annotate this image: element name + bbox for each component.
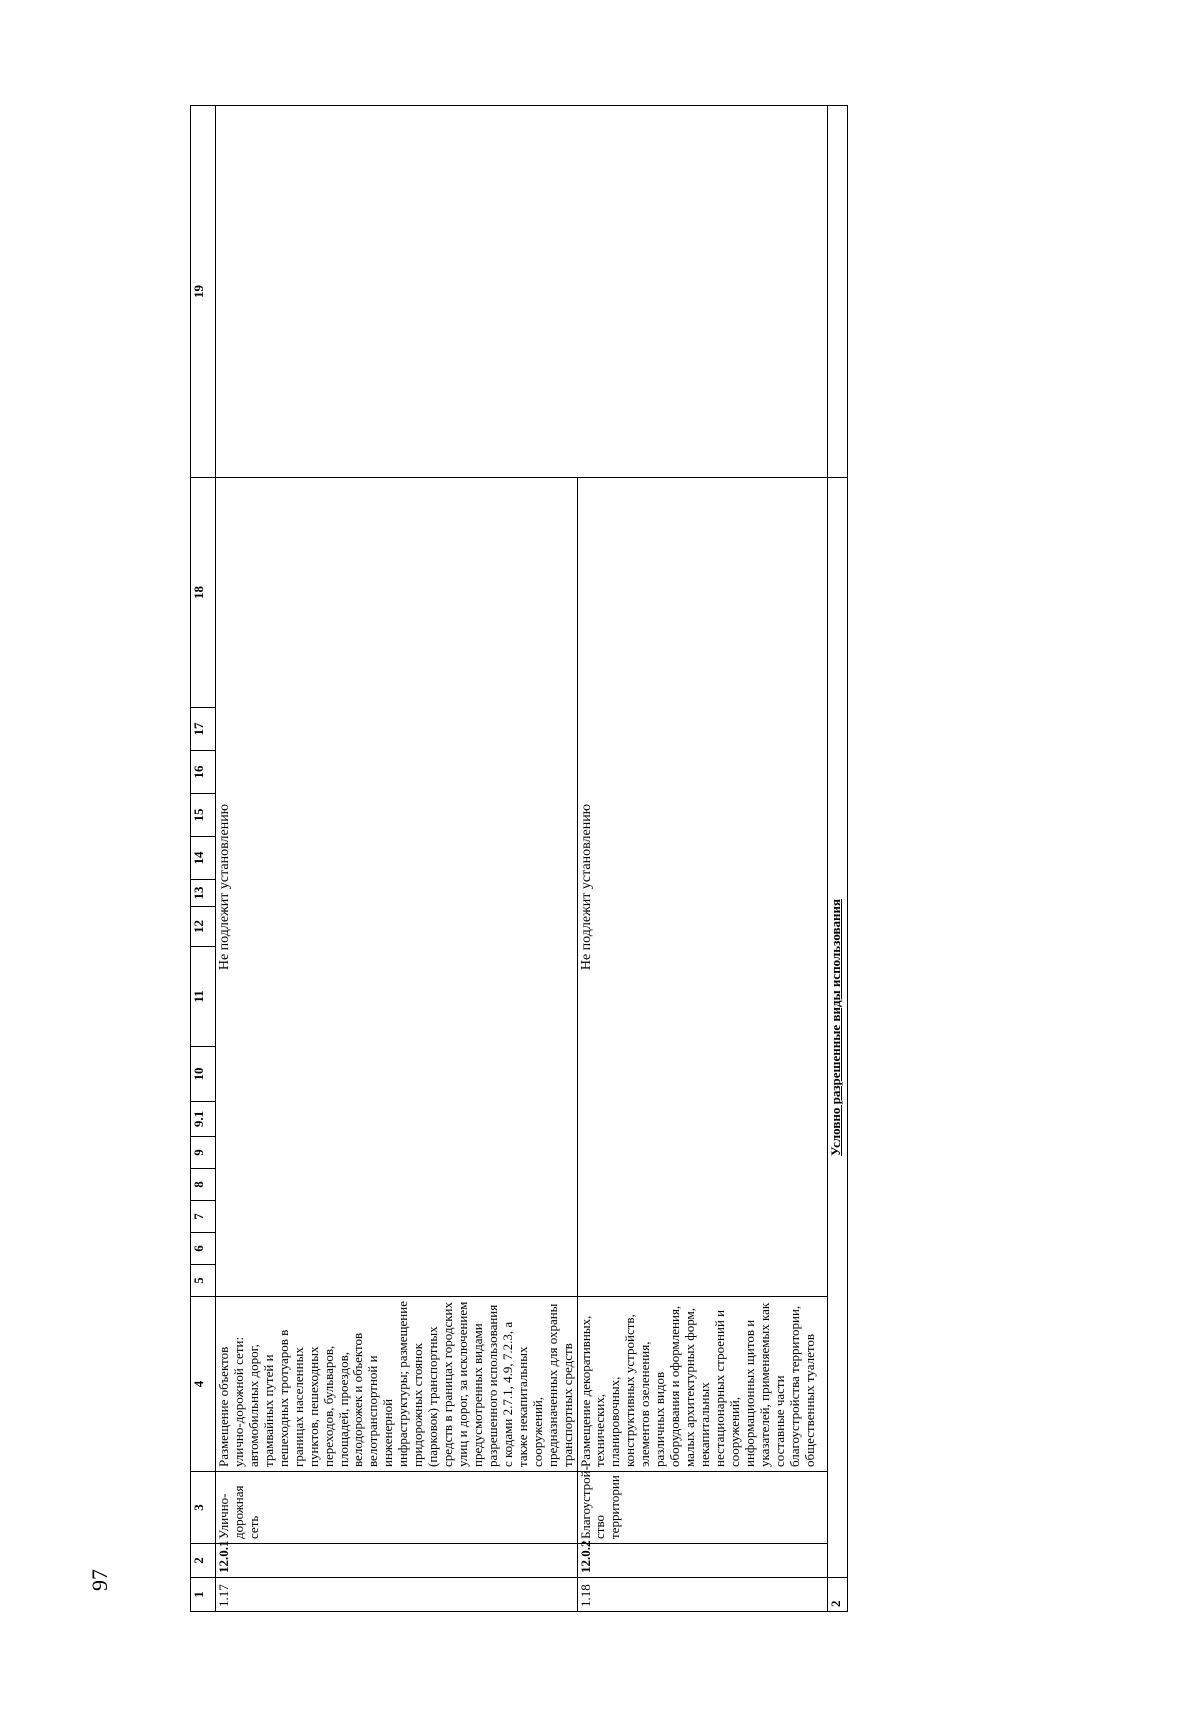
header-cell: 12 (191, 907, 216, 947)
row-number: 1.17 (216, 1578, 578, 1612)
page-number: 97 (87, 1569, 112, 1591)
header-cell: 3 (191, 1472, 216, 1544)
use-description: Размещение декоративных, технических, планировочных, конструктивных устройств, элементов озеленения, различных видов оборудования и оформления, малых архитектурных форм, некапитальных нестационарных строений и сооружений, информационных щитов и указателей, применяемых как составные части благоустройства территории, общественных туалетов (577, 1297, 827, 1472)
use-description: Размещение объектов улично-дорожной сети: автомобильных дорог, трамвайных путей и пешеходных тротуаров в границах населенных пунктов, пешеходных переходов, бульваров, площадей, проездов, велодорожек и объектов велотранспортной и инженерной инфраструктуры; размещение придорожных стоянок (парковок) транспортных средств в границах городских улиц и дорог, за исключением предусмотренных видами разрешенного использования с кодами 2.7.1, 4.9, 7.2.3, а также некапитальных сооружений, предназначенных для охраны транспортных средств (216, 1297, 578, 1472)
use-code: 12.0.1 (216, 1544, 578, 1578)
use-code: 12.0.2 (577, 1544, 827, 1578)
parameters-cell: Не подлежит установлению (216, 478, 578, 1297)
header-cell: 11 (191, 947, 216, 1047)
header-cell: 17 (191, 708, 216, 751)
land-use-table (190, 105, 848, 1612)
section-title: Условно разрешенные виды использования (827, 478, 847, 1578)
header-cell: 2 (191, 1544, 216, 1578)
use-name: Благоустрой-ство территории (577, 1472, 827, 1544)
section-row (827, 106, 847, 1612)
header-cell: 4 (191, 1297, 216, 1472)
header-row (191, 106, 216, 1612)
parameters-cell: Не подлежит установлению (577, 478, 827, 1297)
header-cell: 9.1 (191, 1102, 216, 1137)
header-cell: 10 (191, 1047, 216, 1102)
row-number: 1.18 (577, 1578, 827, 1612)
header-cell: 19 (191, 106, 216, 478)
header-cell: 1 (191, 1578, 216, 1612)
header-cell: 15 (191, 794, 216, 837)
section-number: 2 (827, 1578, 847, 1612)
empty-column-19 (216, 106, 828, 478)
header-cell: 16 (191, 751, 216, 794)
table-row (216, 106, 578, 1612)
blank-cell (827, 106, 847, 478)
header-cell: 6 (191, 1233, 216, 1265)
header-cell: 5 (191, 1265, 216, 1297)
use-name: Улично-дорожная сеть (216, 1472, 578, 1544)
rotated-page (190, 142, 870, 1612)
header-cell: 14 (191, 837, 216, 880)
header-cell: 9 (191, 1137, 216, 1169)
header-cell: 18 (191, 478, 216, 708)
header-cell: 7 (191, 1201, 216, 1233)
header-cell: 8 (191, 1169, 216, 1201)
header-cell: 13 (191, 880, 216, 907)
